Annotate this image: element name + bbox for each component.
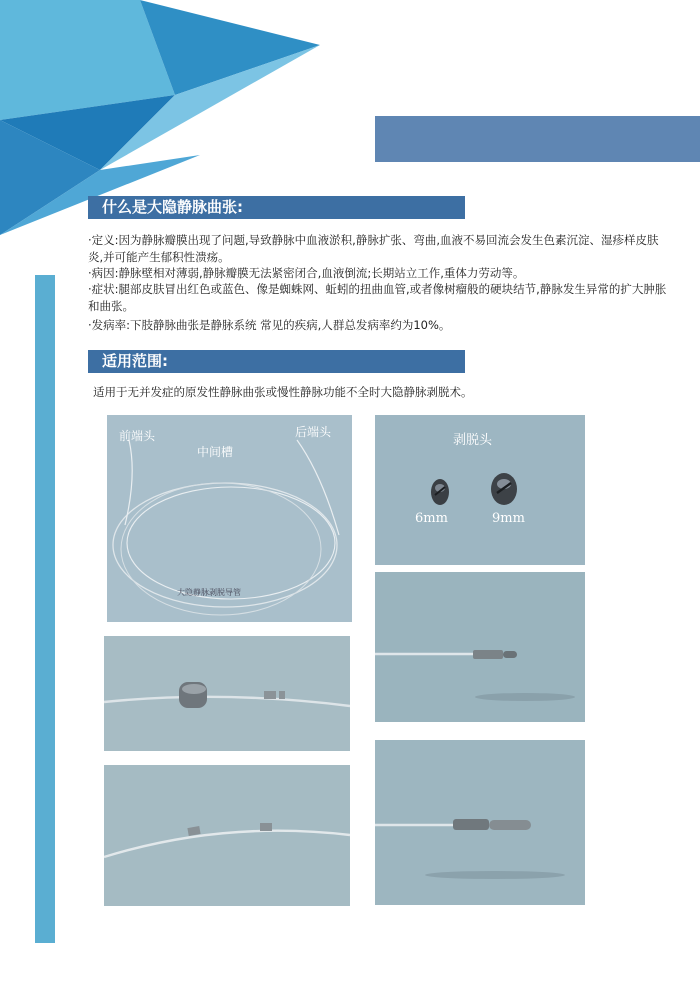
photo-middle-groove	[104, 765, 350, 906]
photo-olive-tip	[375, 740, 585, 905]
photo-cable-tip	[375, 572, 585, 722]
product-label: 大隐静脉剥脱导管	[177, 588, 241, 597]
header-accent-bar	[375, 116, 700, 162]
side-accent-strip	[35, 275, 55, 943]
cause-paragraph: ·病因:静脉壁相对薄弱,静脉瓣膜无法紧密闭合,血液倒流;长期站立工作,重体力劳动等。	[88, 266, 525, 280]
scope-text: 适用于无并发症的原发性静脉曲张或慢性静脉功能不全时大隐静脉剥脱术。	[93, 385, 473, 399]
photo-coiled-catheter	[107, 415, 352, 622]
symptom-paragraph: ·症状:腿部皮肤冒出红色或蓝色、像是蜘蛛网、蚯蚓的扭曲血管,或者像树瘤般的硬块结节,静脉发生异常的扩大肿胀和曲张。	[88, 282, 667, 313]
label-stripper-heads: 剥脱头	[453, 433, 493, 448]
incidence-paragraph: ·发病率:下肢静脉曲张是静脉系统 常见的疾病,人群总发病率约为10%。	[88, 318, 451, 332]
label-rear-tip: 后端头	[295, 425, 332, 439]
label-size-9mm: 9mm	[492, 511, 525, 526]
section-title-definition: 什么是大隐静脉曲张:	[88, 196, 465, 219]
section-title-scope: 适用范围:	[88, 350, 465, 373]
label-size-6mm: 6mm	[415, 511, 448, 526]
label-middle-groove: 中间槽	[197, 445, 234, 459]
label-front-tip: 前端头	[119, 429, 156, 443]
photo-head-on-cable	[104, 636, 350, 751]
definition-paragraph: ·定义:因为静脉瓣膜出现了问题,导致静脉中血液淤积,静脉扩张、弯曲,血液不易回流会发生色素沉淀、湿疹样皮肤炎,并可能产生郁积性溃疡。	[88, 233, 659, 264]
photo-stripper-heads	[375, 415, 585, 565]
